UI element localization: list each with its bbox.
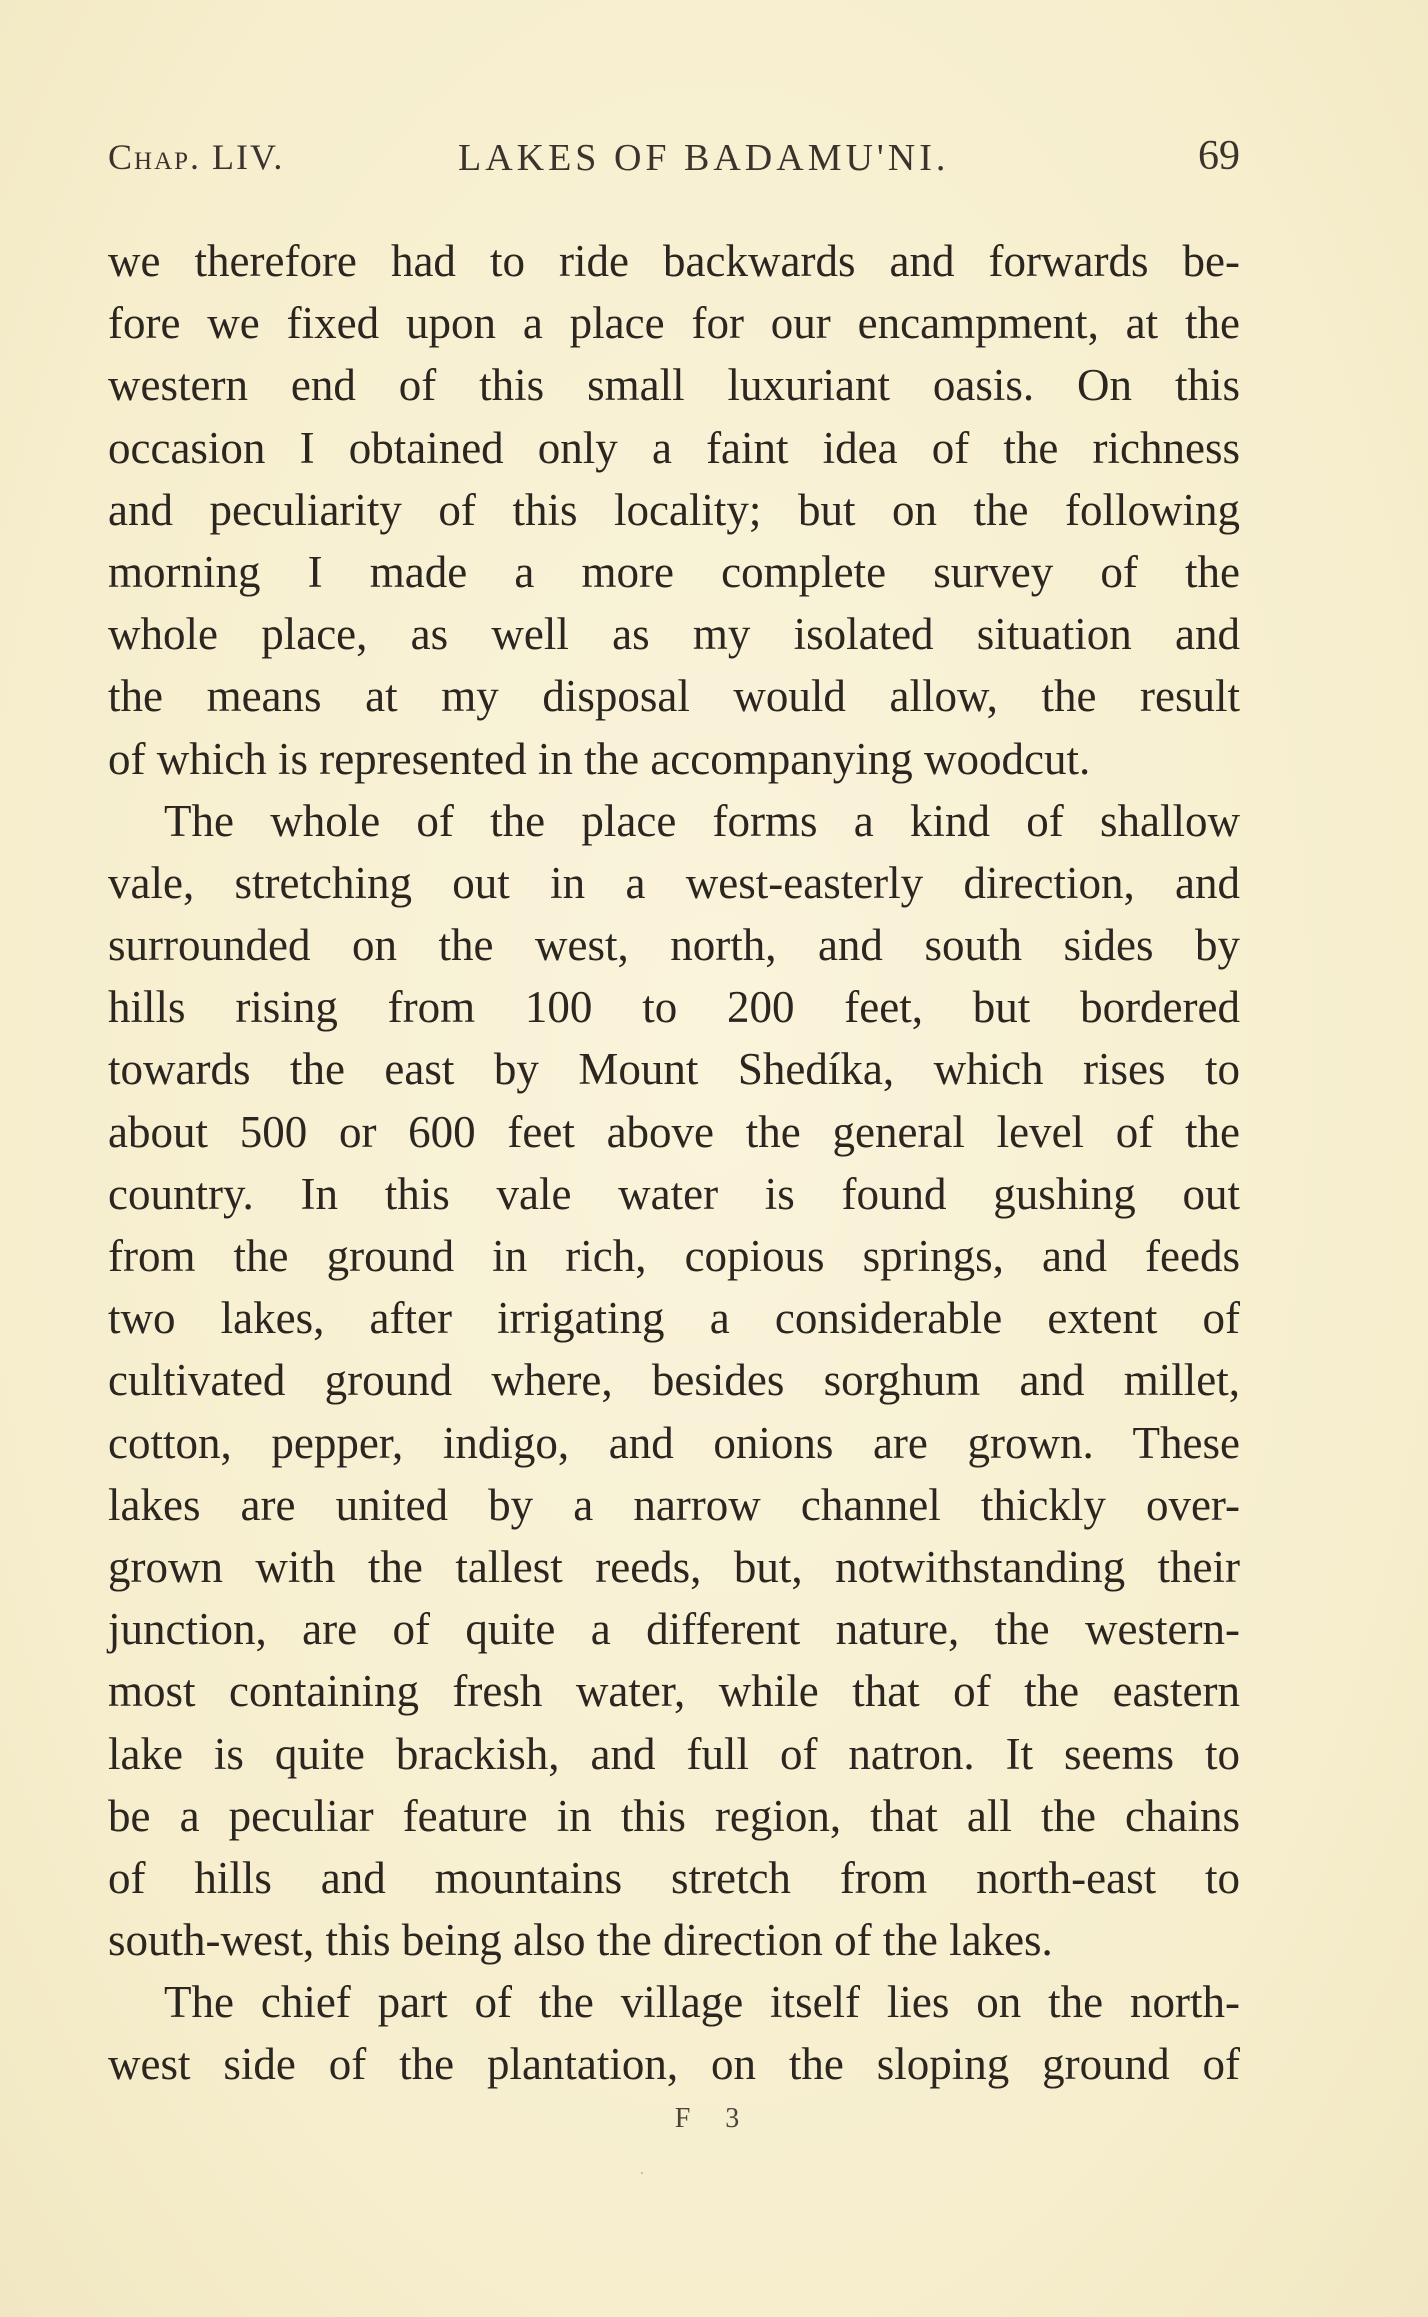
- text-line: be a peculiar feature in this region, that all the chains: [108, 1790, 1240, 1841]
- chapter-label: Chap. LIV.: [108, 137, 285, 177]
- paragraph: [108, 1971, 1240, 2095]
- text-line: The chief part of the village itself lies on the north-: [164, 1977, 1240, 2028]
- text-line: junction, are of quite a different nature, the western-: [108, 1604, 1240, 1655]
- text-line: cotton, pepper, indigo, and onions are grown. These: [108, 1417, 1240, 1468]
- page-title: LAKES OF BADAMU'NI.: [458, 137, 950, 179]
- text-line: two lakes, after irrigating a considerable extent of: [108, 1293, 1240, 1344]
- text-line: lakes are united by a narrow channel thickly over-: [108, 1479, 1240, 1530]
- text-line: and peculiarity of this locality; but on the following: [108, 484, 1240, 535]
- text-line: surrounded on the west, north, and south sides by: [108, 920, 1240, 971]
- text-line: The whole of the place forms a kind of shallow: [164, 795, 1240, 846]
- text-line: fore we fixed upon a place for our encampment, at the: [108, 298, 1240, 349]
- page-number: 69: [1198, 133, 1240, 179]
- text-line: lake is quite brackish, and full of natron. It seems to: [108, 1728, 1240, 1779]
- text-line: whole place, as well as my isolated situation and: [108, 609, 1240, 660]
- text-line: morning I made a more complete survey of the: [108, 546, 1240, 597]
- paragraph: [108, 230, 1240, 790]
- text-line: of hills and mountains stretch from north-east to: [108, 1852, 1240, 1903]
- text-line: most containing fresh water, while that of the eastern: [108, 1666, 1240, 1717]
- text-line: of which is represented in the accompanying woodcut.: [108, 733, 1091, 784]
- text-line: from the ground in rich, copious springs, and feeds: [108, 1231, 1240, 1281]
- text-line: vale, stretching out in a west-easterly direction, and: [108, 857, 1240, 908]
- text-line: the means at my disposal would allow, the result: [108, 671, 1240, 722]
- text-line: western end of this small luxuriant oasis. On this: [108, 360, 1240, 411]
- signature-mark: F 3: [674, 2103, 754, 2134]
- text-line: grown with the tallest reeds, but, notwithstanding their: [108, 1541, 1240, 1592]
- text-line: we therefore had to ride backwards and forwards be-: [108, 236, 1240, 286]
- body-text: [108, 230, 1240, 2096]
- paragraph: [108, 790, 1240, 1972]
- text-line: country. In this vale water is found gushing out: [108, 1168, 1240, 1219]
- text-line: towards the east by Mount Shedíka, which rises to: [108, 1044, 1240, 1095]
- paper-speck: [641, 2172, 643, 2174]
- text-line: cultivated ground where, besides sorghum and millet,: [108, 1355, 1240, 1406]
- text-line: about 500 or 600 feet above the general level of the: [108, 1106, 1240, 1157]
- text-line: occasion I obtained only a faint idea of the richness: [108, 422, 1240, 473]
- text-line: south-west, this being also the direction of the lakes.: [108, 1915, 1053, 1966]
- text-line: west side of the plantation, on the sloping ground of: [108, 2039, 1240, 2090]
- text-line: hills rising from 100 to 200 feet, but bordered: [108, 982, 1240, 1033]
- running-head: [108, 130, 1240, 190]
